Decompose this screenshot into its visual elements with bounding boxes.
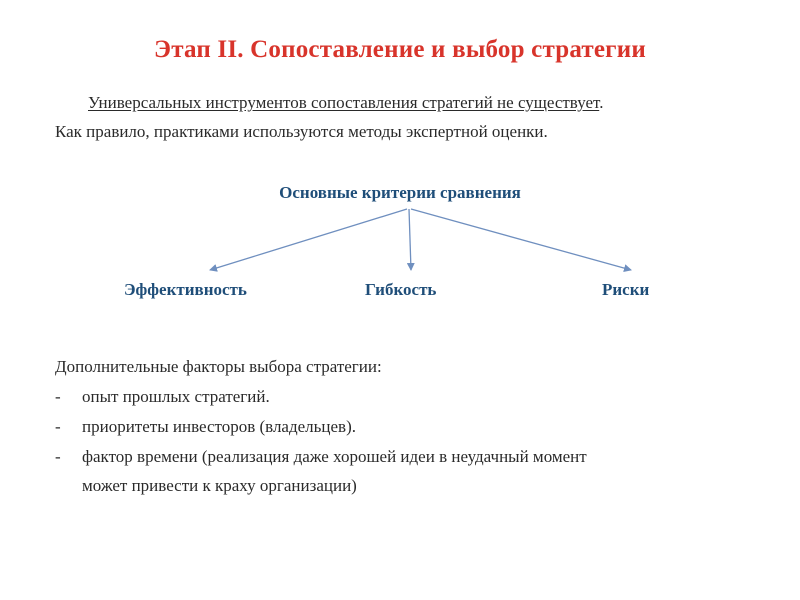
slide-title: Этап II. Сопоставление и выбор стратегии <box>154 36 646 63</box>
criterion-flexibility: Гибкость <box>365 280 437 299</box>
arrow-to-flexibility <box>409 209 411 270</box>
intro-statement-period: . <box>599 93 604 112</box>
factor-text: приоритеты инвесторов (владельцев). <box>82 417 356 436</box>
intro-statement-underlined: Универсальных инструментов сопоставления стратегий не существует <box>88 93 600 112</box>
factor-text-continuation: может привести к краху организации) <box>82 476 357 495</box>
bullet-dash: - <box>55 417 61 436</box>
intro-statement <box>88 93 603 113</box>
factor-text: опыт прошлых стратегий. <box>82 387 270 406</box>
list-item <box>55 447 587 467</box>
factors-heading: Дополнительные факторы выбора стратегии: <box>55 357 382 376</box>
factor-text: фактор времени (реализация даже хорошей идеи в неудачный момент <box>82 447 587 466</box>
arrow-to-efficiency <box>210 209 407 270</box>
criterion-efficiency: Эффективность <box>124 280 247 299</box>
list-item <box>55 417 356 437</box>
arrow-to-risks <box>411 209 631 270</box>
bullet-dash: - <box>55 447 61 466</box>
bullet-dash: - <box>55 387 61 406</box>
list-item <box>55 387 270 407</box>
intro-practice-note: Как правило, практиками используются методы экспертной оценки. <box>55 122 548 141</box>
criterion-risks: Риски <box>602 280 650 299</box>
criteria-heading: Основные критерии сравнения <box>279 183 521 202</box>
